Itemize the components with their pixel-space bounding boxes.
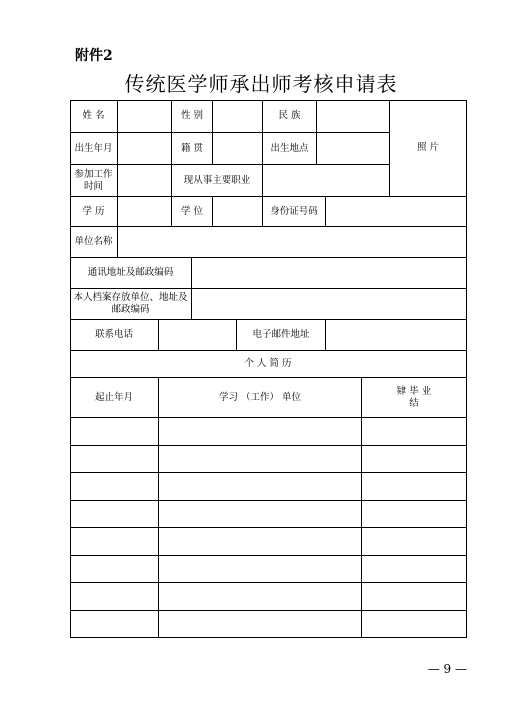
resume-cert-cell[interactable] [362, 501, 467, 529]
email-field[interactable] [326, 320, 467, 351]
name-field[interactable] [118, 100, 172, 133]
degree-label: 学 位 [172, 197, 213, 227]
occupation-label: 现从事主要职业 [172, 165, 263, 197]
name-label: 姓 名 [70, 100, 118, 133]
birth-date-field[interactable] [118, 133, 172, 165]
occupation-field[interactable] [263, 165, 390, 197]
resume-col-period: 起止年月 [70, 378, 159, 418]
work-start-field[interactable] [118, 165, 172, 197]
address-label: 通讯地址及邮政编码 [70, 258, 192, 289]
resume-cert-cell[interactable] [362, 473, 467, 501]
resume-cert-cell[interactable] [362, 528, 467, 556]
resume-unit-cell[interactable] [159, 611, 362, 639]
birth-date-label: 出生年月 [70, 133, 118, 165]
email-label: 电子邮件地址 [237, 320, 326, 351]
phone-field[interactable] [159, 320, 237, 351]
resume-unit-cell[interactable] [159, 556, 362, 584]
work-start-label: 参加工作时间 [70, 165, 118, 197]
native-place-label: 籍 贯 [172, 133, 213, 165]
phone-label: 联系电话 [70, 320, 159, 351]
resume-col-cert: 肄 毕 业 结 [362, 378, 467, 418]
resume-unit-cell[interactable] [159, 473, 362, 501]
resume-unit-cell[interactable] [159, 528, 362, 556]
resume-unit-cell[interactable] [159, 418, 362, 446]
photo-box[interactable]: 照 片 [390, 100, 467, 197]
page-number: — 9 — [427, 662, 467, 676]
id-number-label: 身份证号码 [263, 197, 326, 227]
resume-period-cell[interactable] [70, 583, 159, 611]
resume-cert-cell[interactable] [362, 556, 467, 584]
resume-cert-cell[interactable] [362, 611, 467, 639]
archive-field[interactable] [192, 289, 467, 320]
id-number-field[interactable] [326, 197, 467, 227]
resume-period-cell[interactable] [70, 473, 159, 501]
education-field[interactable] [118, 197, 172, 227]
resume-period-cell[interactable] [70, 556, 159, 584]
resume-title: 个 人 简 历 [70, 351, 467, 378]
resume-period-cell[interactable] [70, 611, 159, 639]
native-place-field[interactable] [213, 133, 263, 165]
resume-cert-cell[interactable] [362, 446, 467, 474]
gender-label: 性 别 [172, 100, 213, 133]
resume-period-cell[interactable] [70, 446, 159, 474]
application-form-table [70, 100, 467, 638]
form-title: 传统医学师承出师考核申请表 [124, 72, 398, 96]
address-field[interactable] [192, 258, 467, 289]
attachment-label: 附件2 [75, 48, 113, 64]
degree-field[interactable] [213, 197, 263, 227]
ethnicity-field[interactable] [317, 100, 390, 133]
employer-field[interactable] [118, 227, 467, 258]
education-label: 学 历 [70, 197, 118, 227]
resume-period-cell[interactable] [70, 418, 159, 446]
archive-label: 本人档案存放单位、地址及邮政编码 [70, 289, 192, 320]
resume-unit-cell[interactable] [159, 583, 362, 611]
resume-period-cell[interactable] [70, 528, 159, 556]
resume-cert-cell[interactable] [362, 418, 467, 446]
ethnicity-label: 民 族 [263, 100, 317, 133]
gender-field[interactable] [213, 100, 263, 133]
birth-place-label: 出生地点 [263, 133, 317, 165]
resume-period-cell[interactable] [70, 501, 159, 529]
birth-place-field[interactable] [317, 133, 390, 165]
resume-unit-cell[interactable] [159, 446, 362, 474]
resume-unit-cell[interactable] [159, 501, 362, 529]
resume-cert-cell[interactable] [362, 583, 467, 611]
employer-label: 单位名称 [70, 227, 118, 258]
resume-col-unit: 学习 （工作） 单位 [159, 378, 362, 418]
